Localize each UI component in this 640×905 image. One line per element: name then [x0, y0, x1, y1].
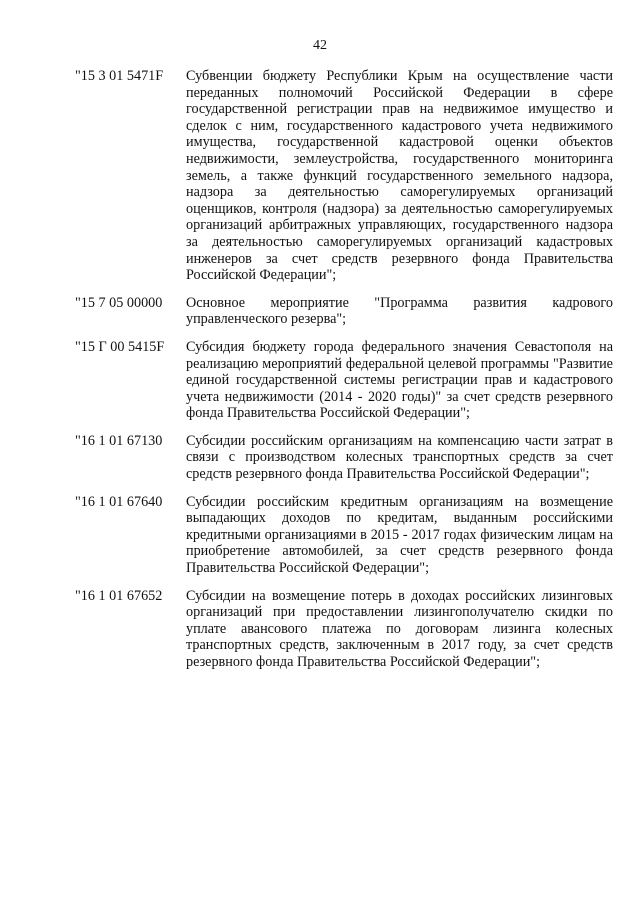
entry-text: Субсидии российским организациям на компенсацию части затрат в связи с производством колесных транспортных средств за счет средств резервного фонда Правительства Российской Федерации";	[186, 432, 613, 483]
entry-code: "16 1 01 67640	[75, 493, 163, 510]
entry-text: Субсидии российским кредитным организациям на возмещение выпадающих доходов по кредитам, выданным российскими кредитными организациями в 2015 - 2017 годах физическим лицам на приобретение автомобилей, за счет средств резервного фонда Правительства Российской Федерации";	[186, 493, 613, 577]
entry-text: Основное мероприятие "Программа развития кадрового управленческого резерва";	[186, 294, 613, 328]
entry-text: Субсидия бюджету города федерального значения Севастополя на реализацию мероприятий федеральной целевой программы "Развитие единой государственной системы регистрации прав и кадастрового учета недвижимости (2014 - 2020 годы)" за счет средств резервного фонда Правительства Российской Федерации";	[186, 338, 613, 422]
list-item	[75, 588, 613, 671]
page-number: 42	[313, 38, 327, 53]
entry-text: Субсидии на возмещение потерь в доходах российских лизинговых организаций при предоставлении лизингополучателю скидки по уплате авансового платежа по договорам лизинга колесных транспортных средств, заключенным в 2017 году, за счет средств резервного фонда Правительства Российской Федерации";	[186, 587, 613, 670]
entry-code: "16 1 01 67652	[75, 587, 163, 604]
list-item	[75, 339, 613, 422]
entry-code: "15 3 01 5471F	[75, 68, 164, 84]
list-item	[75, 295, 613, 328]
list-item	[75, 433, 613, 483]
entry-text: Субвенции бюджету Республики Крым на осуществление части переданных полномочий Российской Федерации в сфере государственной регистрации прав на недвижимое имущество и сделок с ним, государственного кадастрового учета недвижимого имущества, государственной кадастровой оценки объектов недвижимости, землеустройства, государственного мониторинга земель, а также функций государственного земельного надзора, надзора за деятельностью саморегулируемых организаций оценщиков, контроля (надзора) за деятельностью саморегулируемых организаций арбитражных управляющих, государственного надзора за деятельностью саморегулируемых организаций кадастровых инженеров за счет средств резервного фонда Правительства Российской Федерации";	[186, 68, 613, 284]
entries-list	[75, 68, 613, 682]
entry-code: "16 1 01 67130	[75, 432, 163, 449]
list-item	[75, 494, 613, 577]
list-item	[75, 68, 613, 284]
entry-code: "15 7 05 00000	[75, 294, 163, 311]
entry-code: "15 Г 00 5415F	[75, 338, 165, 355]
